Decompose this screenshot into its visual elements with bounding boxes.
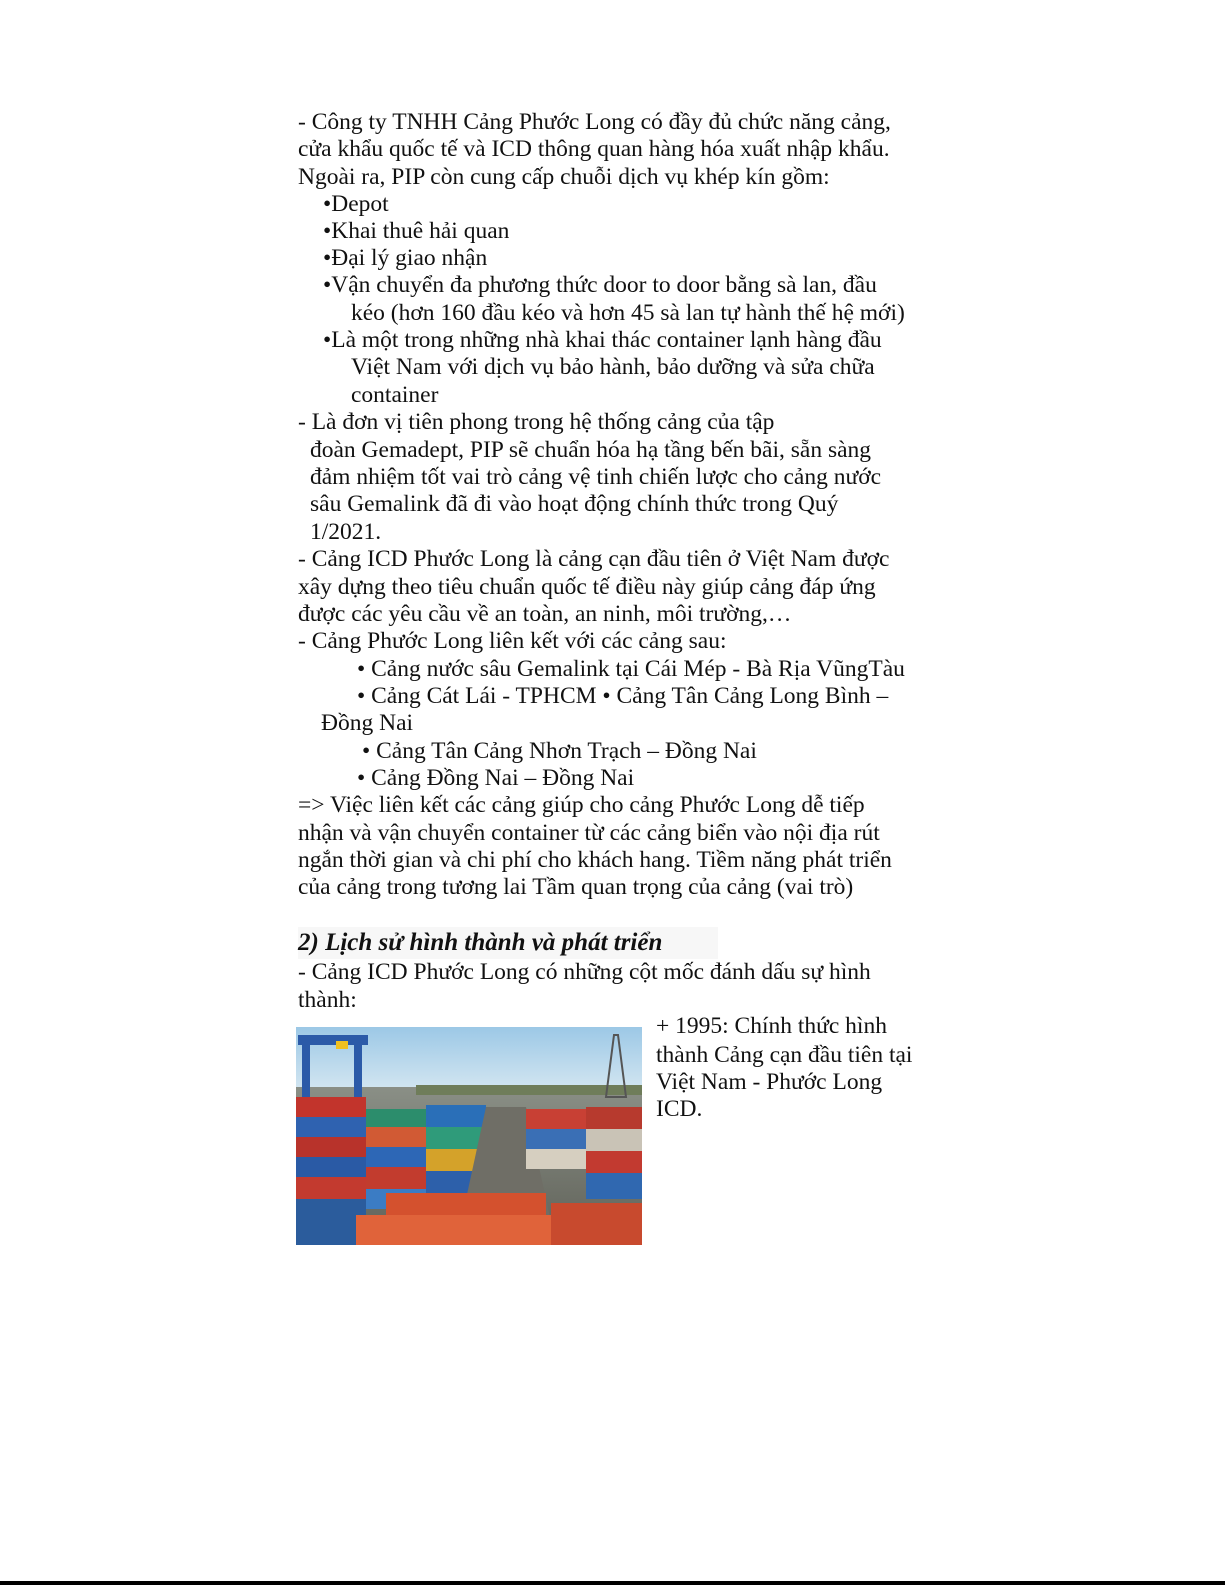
service-item-continued: kéo (hơn 160 đầu kéo và hơn 45 sà lan tự hành thế hệ mới)	[351, 300, 905, 326]
service-item-continued: container	[351, 382, 439, 408]
pioneer-line: đảm nhiệm tốt vai trò cảng vệ tinh chiến lược cho cảng nước	[310, 464, 882, 490]
conclusion-line: ngắn thời gian và chi phí cho khách hang. Tiềm năng phát triển	[298, 847, 892, 873]
linked-port-item: • Cảng nước sâu Gemalink tại Cái Mép - Bà Rịa VũngTàu	[357, 656, 905, 682]
history-intro-line: - Cảng ICD Phước Long có những cột mốc đánh dấu sự hình	[298, 959, 871, 985]
linked-port-item-continued: Đồng Nai	[321, 710, 414, 736]
links-intro: - Cảng Phước Long liên kết với các cảng sau:	[298, 628, 727, 654]
service-item: •Depot	[323, 191, 389, 217]
linked-port-item: • Cảng Cát Lái - TPHCM • Cảng Tân Cảng Long Bình –	[357, 683, 889, 709]
milestone-line: + 1995: Chính thức hình	[656, 1013, 887, 1039]
linked-port-item: • Cảng Đồng Nai – Đồng Nai	[357, 765, 635, 791]
milestone-line: ICD.	[656, 1096, 703, 1122]
container-port-photo	[296, 1027, 642, 1245]
pioneer-line: sâu Gemalink đã đi vào hoạt động chính thức trong Quý	[310, 491, 839, 517]
milestone-line: Việt Nam - Phước Long	[656, 1069, 883, 1095]
intro-line: - Công ty TNHH Cảng Phước Long có đầy đủ chức năng cảng,	[298, 109, 891, 135]
service-item: •Đại lý giao nhận	[323, 245, 488, 271]
conclusion-line: của cảng trong tương lai Tầm quan trọng của cảng (vai trò)	[298, 874, 854, 900]
intro-line: cửa khẩu quốc tế và ICD thông quan hàng hóa xuất nhập khẩu.	[298, 136, 890, 162]
conclusion-line: => Việc liên kết các cảng giúp cho cảng Phước Long dễ tiếp	[298, 792, 865, 818]
history-intro-line: thành:	[298, 987, 357, 1013]
intro-line: Ngoài ra, PIP còn cung cấp chuỗi dịch vụ khép kín gồm:	[298, 164, 830, 190]
linked-port-item: • Cảng Tân Cảng Nhơn Trạch – Đồng Nai	[362, 738, 757, 764]
standard-line: được các yêu cầu về an toàn, an ninh, môi trường,…	[298, 601, 792, 627]
service-item: •Khai thuê hải quan	[323, 218, 510, 244]
standard-line: xây dựng theo tiêu chuẩn quốc tế điều này giúp cảng đáp ứng	[298, 574, 876, 600]
service-item: •Là một trong những nhà khai thác container lạnh hàng đầu	[323, 327, 882, 353]
conclusion-line: nhận và vận chuyển container từ các cảng biển vào nội địa rút	[298, 820, 880, 846]
pioneer-line: đoàn Gemadept, PIP sẽ chuẩn hóa hạ tầng bến bãi, sẵn sàng	[310, 437, 872, 463]
page-bottom-border	[0, 1581, 1225, 1585]
service-item: •Vận chuyển đa phương thức door to door bằng sà lan, đầu	[323, 272, 877, 298]
section-heading	[298, 927, 718, 959]
service-item-continued: Việt Nam với dịch vụ bảo hành, bảo dưỡng và sửa chữa	[351, 354, 875, 380]
standard-line: - Cảng ICD Phước Long là cảng cạn đầu tiên ở Việt Nam được	[298, 546, 890, 572]
pioneer-line: 1/2021.	[310, 519, 382, 545]
milestone-line: thành Cảng cạn đầu tiên tại	[656, 1042, 913, 1068]
pioneer-line: - Là đơn vị tiên phong trong hệ thống cảng của tập	[298, 409, 775, 435]
section-heading-text: 2) Lịch sử hình thành và phát triển	[298, 929, 663, 956]
